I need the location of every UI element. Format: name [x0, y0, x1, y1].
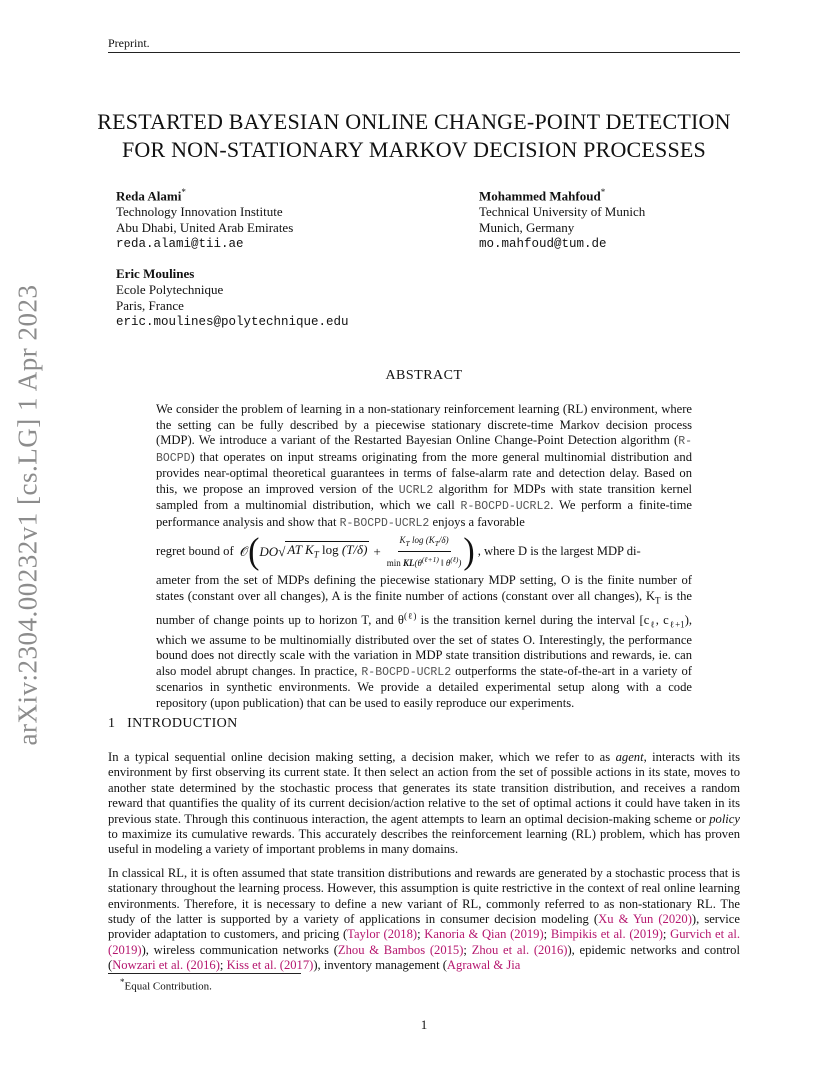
abstract-heading: ABSTRACT — [385, 368, 463, 383]
abstract-text: outperforms the state-of-the-art in a variety of scenarios in synthetic environments. We provide a detailed experimental setup along with a code repository (upon publication) that can be used to easily reproduce our experiments. — [156, 663, 692, 710]
running-head: Preprint. — [108, 36, 150, 50]
separator: ; — [219, 958, 227, 973]
regret-suffix: , where D is the largest MDP di- — [477, 544, 641, 559]
footnote-text: Equal Contribution. — [124, 980, 212, 993]
separator: ; — [463, 942, 472, 957]
author-block-1 — [116, 184, 293, 252]
citation-link[interactable]: Xu & Yun (2020) — [598, 912, 692, 927]
footnote — [120, 977, 212, 993]
body-text: In a typical sequential online decision making setting, a decision maker, which we refer to as — [108, 750, 616, 764]
author-email: reda.alami@tii.ae — [116, 237, 244, 252]
abstract-text: ameter from the set of MDPs defining the piecewise stationary MDP setting, O is the finite number of states (constant over all changes), A is the finite number of actions (constant over all changes), K — [156, 573, 692, 603]
abstract-body — [156, 402, 692, 711]
separator: ; — [543, 927, 551, 942]
body-text: ), service provider adaptation to customers, and pricing ( — [108, 912, 740, 942]
body-text: ), epidemic networks and control ( — [108, 942, 740, 973]
regret-bound-line — [156, 532, 692, 572]
emphasis: policy — [709, 811, 740, 826]
citation-link[interactable]: Taylor (2018) — [347, 927, 418, 942]
intro-paragraph-1 — [108, 750, 740, 858]
author-location: Abu Dhabi, United Arab Emirates — [116, 220, 294, 236]
author-affiliation: Ecole Polytechnique — [116, 282, 224, 297]
paper-title — [0, 108, 828, 164]
title-line-2: FOR NON-STATIONARY MARKOV DECISION PROCESSES — [121, 137, 706, 162]
author-name: Eric Moulines — [116, 266, 195, 281]
abstract-text: We consider the problem of learning in a non-stationary reinforcement learning (RL) environment, where the setting can be fully described by a piecewise stationary discrete-time Markov decision process (MDP). We introduce a variant of the Restarted Bayesian Online Change-Point Detection algorithm ( — [156, 402, 692, 447]
author-name: Mohammed Mahfoud — [479, 188, 601, 204]
body-text: to maximize its cumulative rewards. This accurately describes the reinforcement learning (RL) problem, which has proven useful in modeling a variety of important problems in many domains. — [108, 827, 740, 857]
body-text: ), wireless communication networks ( — [141, 942, 338, 957]
section-title: INTRODUCTION — [127, 716, 238, 731]
author-name: Reda Alami — [116, 188, 182, 204]
title-line-1: RESTARTED BAYESIAN ONLINE CHANGE-POINT DETECTION — [97, 109, 731, 134]
section-heading — [108, 716, 238, 732]
author-location: Paris, France — [116, 298, 184, 313]
algorithm-name: R-BOCPD-UCRL2 — [460, 500, 551, 513]
abstract-text: algorithm for MDPs with state transition kernel sampled from a multinomial distribution, which we call — [156, 481, 692, 512]
algorithm-name: R-BOCPD — [156, 435, 692, 465]
body-text: ), inventory management ( — [313, 958, 447, 973]
introduction-body — [108, 750, 740, 982]
author-email: mo.mahfoud@tum.de — [479, 237, 607, 252]
footnote-rule — [108, 973, 301, 974]
citation-link[interactable]: Nowzari et al. (2016) — [112, 958, 220, 973]
separator: ; — [662, 927, 671, 942]
citation-link[interactable]: Bimpikis et al. (2019) — [550, 927, 663, 942]
author-affiliation: Technology Innovation Institute — [116, 204, 283, 220]
algorithm-name: UCRL2 — [398, 483, 434, 497]
citation-link[interactable]: Zhou et al. (2016) — [471, 942, 568, 957]
algorithm-name: R-BOCPD-UCRL2 — [339, 516, 430, 530]
citation-link[interactable]: Zhou & Bambos (2015) — [337, 942, 464, 957]
abstract-text: ), which we assume to be multinomially distributed over the set of states O. Interestingly, the performance bound does not directly scale with the variation in MDP state transition distributions and rewards, ie. can also model abrupt changes. In practice, — [156, 612, 693, 678]
abstract-text: is the number of change points up to horizon T, and θ — [156, 588, 692, 627]
abstract-text: enjoys a favorable — [429, 514, 525, 529]
citation-link[interactable]: Kiss et al. (2017) — [226, 958, 314, 973]
body-text: In classical RL, it is often assumed that state transition distributions and rewards are generated by a stochastic process that is stationary throughout the learning process. However, this assumption is quite restrictive in the context of real online learning environments. Therefore, it is necessary to define a new variant of RL, commonly referred to as non-stationary RL. The study of the latter is supported by a variety of applications in consumer decision modeling ( — [108, 865, 740, 927]
author-mark: * — [600, 187, 606, 197]
section-number: 1 — [108, 716, 116, 731]
author-affiliation: Technical University of Munich — [479, 204, 646, 220]
author-block-3 — [116, 266, 349, 330]
footnote-mark: * — [120, 977, 125, 987]
algorithm-name: R-BOCPD-UCRL2 — [361, 665, 452, 679]
header-rule — [108, 52, 740, 53]
abstract-text: . We perform a finite-time performance analysis and show that — [156, 498, 692, 529]
author-mark: * — [181, 187, 186, 197]
author-email: eric.moulines@polytechnique.edu — [116, 315, 349, 329]
citation-link[interactable]: Agrawal & Jia — [446, 958, 521, 973]
abstract-paragraph-1 — [156, 402, 692, 531]
citation-link[interactable]: Gurvich et al. (2019) — [108, 927, 741, 957]
intro-paragraph-2 — [108, 866, 740, 974]
separator: ; — [417, 927, 425, 942]
author-block-2 — [479, 184, 645, 252]
abstract-paragraph-2: ameter from the set of MDPs defining the piecewise stationary MDP setting, O is the finite number of states (constant over all changes), A is the finite number of actions (constant over all changes), $K_T$ is the number of change points up to horizon T, and $\theta^{(\ell)}$ is the transition kernel during the interval [$c_\ell$, $c_{\ell+1}$), which we assume to be multinomially distributed over the set of states O. Interestingly, the performance bound does not directly scale with the variation in MDP state transition distributions and rewards, ie. can also model abrupt changes. In practice, R-BOCPD-UCRL2 outperforms the state-of-the-art in a variety of scenarios in synthetic environments. We provide a detailed experimental setup along with a code repository (upon publication) that can be used to easily reproduce our experiments. — [156, 573, 693, 710]
regret-bound-formula: 𝒪 ( DO√ AT $K_T$ log (T/δ) + $\frac{K_T \log (K_T/\delta)}{\min KL(\theta^{(\ell+1)} ‖ \theta^{(\ell)})}$ ) — [236, 531, 475, 572]
regret-prefix: regret bound of — [156, 544, 234, 559]
author-location: Munich, Germany — [479, 220, 575, 236]
emphasis: agent — [615, 750, 644, 764]
abstract-text: is the transition kernel during the interval [c — [416, 612, 650, 627]
arxiv-id: arXiv:2304.00232v1 [cs.LG] 1 Apr 2023 — [12, 284, 43, 746]
citation-link[interactable]: Kanoria & Qian (2019) — [424, 927, 544, 942]
body-text: , interacts with its environment by first observing its current state. It then select an action from the set of possible actions in its state, moves to another state determined by the stochastic process that generates its state transition distribution, and receives a random reward that quantifies the quality of its current decision/action relative to the set of optimal actions it could have taken in its previous state. Through this continuous interaction, the agent attempts to learn an optimal decision-making scheme or — [108, 750, 740, 826]
page-number: 1 — [420, 1017, 428, 1032]
abstract-text: ) that operates on input streams originating from the more general multinomial distribution and provides near-optimal theoretical guarantees in terms of false-alarm rate and detection delay. Based on this, we propose an improved version of the — [156, 449, 692, 496]
